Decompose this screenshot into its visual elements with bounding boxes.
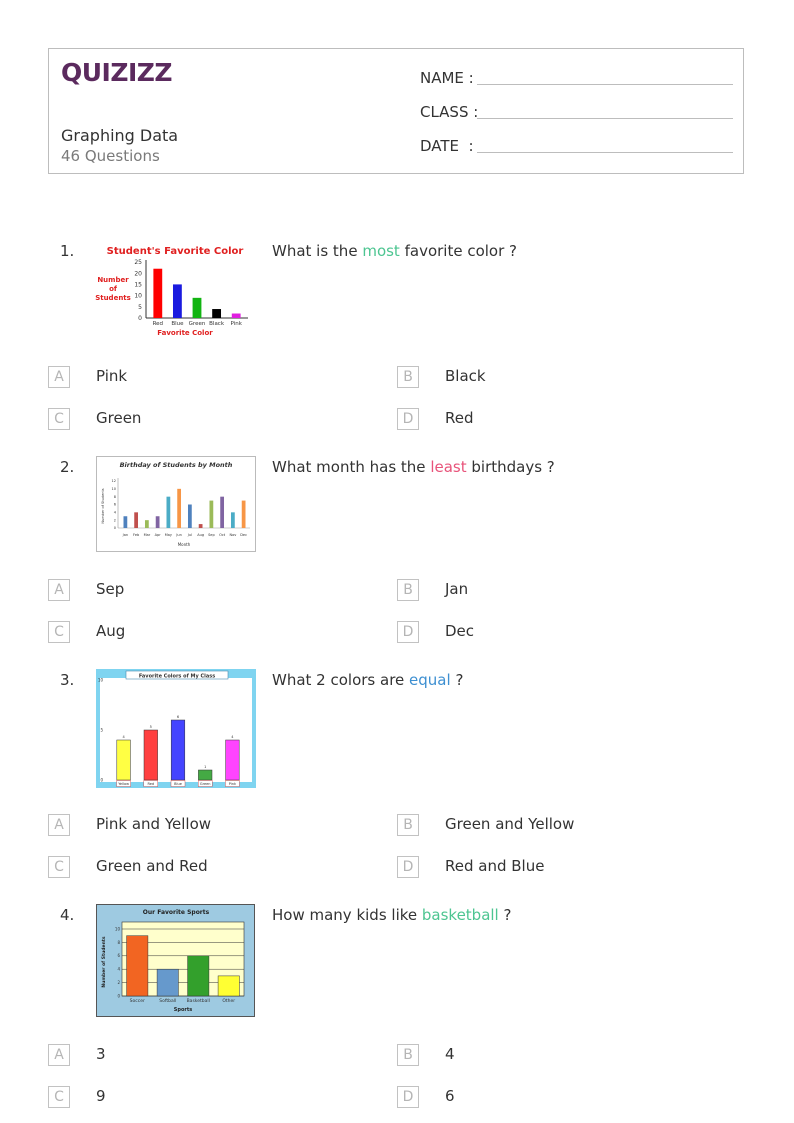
y-tick-label: 10 — [111, 487, 116, 492]
question-text: What 2 colors are equal ? — [272, 671, 464, 689]
option-b-box[interactable]: B — [397, 814, 419, 836]
bar-feb — [134, 512, 138, 528]
chart-title: Student's Favorite Color — [106, 246, 244, 257]
bar-may — [166, 497, 170, 528]
quizizz-logo — [61, 57, 173, 91]
option-b-text[interactable]: Jan — [445, 580, 469, 598]
option-a-box[interactable]: A — [48, 366, 70, 388]
bar-other — [218, 976, 239, 996]
question-3-chart — [96, 669, 256, 792]
chart-title: Favorite Colors of My Class — [138, 673, 216, 680]
option-c-text[interactable]: Green — [96, 409, 142, 427]
bar-blue — [173, 284, 182, 318]
chart-ylabel: Number of Students — [102, 936, 107, 988]
y-tick-label: 10 — [134, 292, 142, 300]
y-tick-label: 20 — [134, 270, 142, 278]
bar-pink — [226, 740, 240, 780]
bar-value-label: 4 — [122, 735, 125, 739]
option-d-text[interactable]: Red — [445, 409, 474, 427]
bar-red — [153, 269, 162, 318]
bar-mar — [145, 520, 149, 528]
chart-xlabel: Favorite Color — [157, 329, 213, 337]
svg-text:of: of — [109, 285, 117, 293]
bar-softball — [157, 969, 178, 996]
name-line[interactable] — [477, 84, 733, 85]
option-a-box[interactable]: A — [48, 814, 70, 836]
y-tick-label: 5 — [100, 727, 103, 733]
category-label: Pink — [228, 782, 237, 786]
category-label: Blue — [171, 321, 184, 327]
class-field[interactable] — [420, 103, 478, 121]
bar-black — [212, 309, 221, 318]
category-label: Softball — [159, 999, 177, 1004]
y-tick-label: 8 — [117, 939, 120, 945]
category-label: Black — [209, 321, 225, 327]
category-label: Red — [147, 782, 155, 786]
bar-value-label: 6 — [176, 715, 180, 719]
category-label: Dec — [240, 533, 248, 537]
category-label: Jan — [122, 533, 129, 537]
category-label: Jul — [187, 533, 192, 537]
bar-jul — [188, 505, 192, 529]
date-label: DATE : — [420, 137, 474, 155]
option-b-box[interactable]: B — [397, 579, 419, 601]
option-b-text[interactable]: Black — [445, 367, 486, 385]
option-c-text[interactable]: Green and Red — [96, 857, 208, 875]
category-label: Feb — [133, 533, 140, 537]
y-tick-label: 0 — [113, 526, 116, 531]
question-1-chart — [96, 240, 256, 344]
question-text: How many kids like basketball ? — [272, 906, 512, 924]
category-label: Jun — [176, 533, 182, 537]
class-label: CLASS : — [420, 103, 479, 121]
y-tick-label: 6 — [117, 953, 120, 959]
option-a-text[interactable]: 3 — [96, 1045, 106, 1063]
option-d-text[interactable]: Dec — [445, 622, 475, 640]
y-tick-label: 12 — [111, 479, 116, 484]
bar-dec — [242, 501, 246, 528]
y-tick-label: 4 — [113, 510, 116, 515]
question-number: 2. — [60, 458, 75, 476]
category-label: Aug — [197, 533, 205, 537]
date-field[interactable] — [420, 137, 474, 155]
bar-sep — [209, 501, 213, 528]
y-tick-label: 2 — [117, 980, 120, 985]
bar-jan — [123, 516, 127, 528]
bar-value-label: 1 — [204, 765, 207, 769]
bar-value-label: 5 — [149, 725, 152, 729]
chart-title: Birthday of Students by Month — [119, 461, 233, 469]
bar-nov — [231, 512, 235, 528]
bar-red — [144, 730, 158, 780]
bar-soccer — [127, 936, 148, 996]
y-tick-label: 25 — [134, 259, 142, 267]
category-label: Oct — [219, 533, 226, 537]
option-c-box[interactable]: C — [48, 1086, 70, 1108]
bar-yellow — [117, 740, 131, 780]
category-label: Blue — [174, 782, 182, 786]
option-c-box[interactable]: C — [48, 856, 70, 878]
bar-blue — [171, 720, 185, 780]
option-c-box[interactable]: C — [48, 408, 70, 430]
chart-xlabel: Sports — [173, 1007, 193, 1013]
svg-text:Number: Number — [97, 276, 129, 284]
svg-text:QUIZIZZ: QUIZIZZ — [61, 58, 173, 87]
question-text: What month has the least birthdays ? — [272, 458, 555, 476]
chart-title: Our Favorite Sports — [142, 909, 210, 916]
bar-jun — [177, 489, 181, 528]
option-a-box[interactable]: A — [48, 579, 70, 601]
bar-basketball — [188, 956, 209, 996]
category-label: Basketball — [186, 999, 210, 1004]
question-4-chart — [96, 904, 256, 1022]
category-label: Sep — [208, 533, 215, 537]
bar-oct — [220, 497, 224, 528]
y-tick-label: 0 — [100, 777, 103, 783]
category-label: Apr — [154, 533, 161, 537]
question-number: 3. — [60, 671, 75, 689]
bar-green — [198, 770, 212, 780]
option-d-box[interactable]: D — [397, 621, 419, 643]
option-b-box[interactable]: B — [397, 366, 419, 388]
y-tick-label: 10 — [114, 926, 120, 932]
option-d-box[interactable]: D — [397, 408, 419, 430]
option-a-box[interactable]: A — [48, 1044, 70, 1066]
y-tick-label: 6 — [113, 502, 116, 507]
worksheet-header — [48, 48, 744, 174]
option-d-text[interactable]: 6 — [445, 1087, 455, 1105]
bar-aug — [199, 524, 203, 528]
class-line[interactable] — [477, 118, 733, 119]
option-d-text[interactable]: Red and Blue — [445, 857, 545, 875]
category-label: Red — [152, 321, 164, 327]
option-c-text[interactable]: Aug — [96, 622, 126, 640]
category-label: Green — [199, 782, 211, 786]
option-b-box[interactable]: B — [397, 1044, 419, 1066]
worksheet-title: Graphing Data — [61, 126, 179, 145]
chart-ylabel — [95, 276, 131, 302]
option-c-box[interactable]: C — [48, 621, 70, 643]
question-count: 46 Questions — [61, 147, 160, 165]
name-field[interactable] — [420, 69, 474, 87]
question-number: 4. — [60, 906, 75, 924]
y-tick-label: 8 — [113, 494, 116, 499]
option-c-text[interactable]: 9 — [96, 1087, 106, 1105]
y-tick-label: 0 — [138, 315, 142, 323]
option-a-text[interactable]: Pink — [96, 367, 128, 385]
bar-green — [193, 298, 202, 318]
bar-apr — [156, 516, 160, 528]
question-2-chart — [96, 456, 256, 556]
y-tick-label: 2 — [113, 518, 116, 523]
date-line[interactable] — [477, 152, 733, 153]
question-number: 1. — [60, 242, 75, 260]
y-tick-label: 5 — [138, 303, 142, 311]
category-label: Soccer — [129, 999, 145, 1004]
option-a-text[interactable]: Pink and Yellow — [96, 815, 212, 833]
category-label: Green — [188, 321, 206, 327]
option-b-text[interactable]: 4 — [445, 1045, 455, 1063]
bar-pink — [232, 314, 241, 318]
option-a-text[interactable]: Sep — [96, 580, 125, 598]
category-label: Other — [222, 999, 236, 1004]
category-label: Nov — [229, 533, 237, 537]
name-label: NAME : — [420, 69, 474, 87]
y-tick-label: 4 — [117, 966, 120, 972]
option-b-text[interactable]: Green and Yellow — [445, 815, 575, 833]
category-label: Yellow — [118, 782, 129, 786]
chart-xlabel: Month — [177, 542, 191, 547]
y-tick-label: 15 — [134, 281, 142, 289]
option-d-box[interactable]: D — [397, 1086, 419, 1108]
question-text: What is the most favorite color ? — [272, 242, 518, 260]
chart-ylabel: Number of Students — [101, 488, 105, 524]
bar-value-label: 4 — [231, 735, 234, 739]
category-label: Mar — [143, 533, 151, 537]
chart-frame — [97, 457, 256, 552]
category-label: May — [164, 533, 172, 537]
option-d-box[interactable]: D — [397, 856, 419, 878]
category-label: Pink — [230, 321, 242, 327]
y-tick-label: 0 — [117, 993, 120, 999]
y-tick-label: 10 — [97, 677, 103, 683]
svg-text:Students: Students — [95, 294, 131, 302]
